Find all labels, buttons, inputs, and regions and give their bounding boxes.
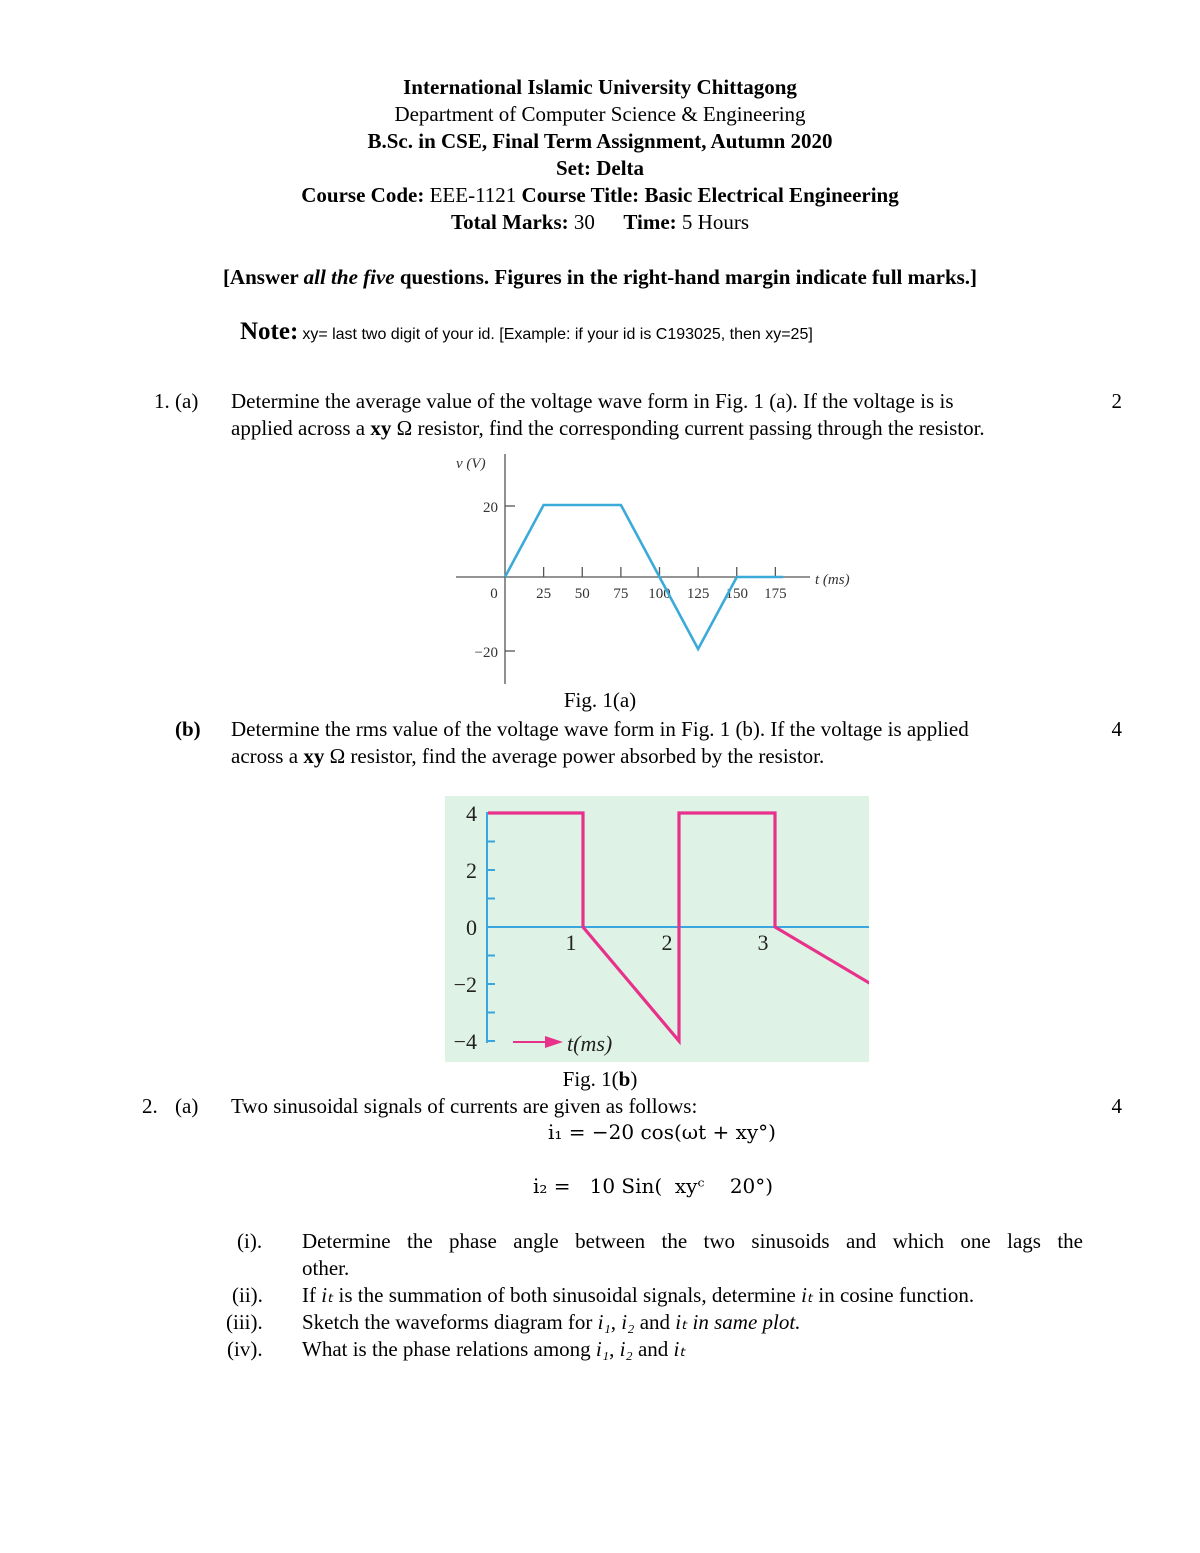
fig1b-ytick-label: 4: [466, 801, 477, 826]
fig1b-xtick-label: 1: [565, 930, 577, 955]
fig1a-xtick-label: 125: [686, 586, 710, 602]
fig1b-ytick-label: 2: [466, 858, 477, 883]
q2-item-iii-text: Sketch the waveforms diagram for i₁, i₂ and iₜ in same plot.: [302, 1310, 801, 1334]
q1b-text-line1: Determine the rms value of the voltage wave form in Fig. 1 (b). If the voltage is applied: [231, 717, 969, 741]
fig1a-ytick-20: 20: [483, 500, 498, 516]
course-code-label: Course Code:: [301, 183, 425, 207]
q2-item-ii-text: If iₜ is the summation of both sinusoidal signals, determine iₜ in cosine function.: [302, 1283, 975, 1307]
fig1a-chart: [440, 446, 880, 691]
note-text: xy= last two digit of your id. [Example: if your id is C193025, then xy=25]: [302, 326, 813, 343]
fig1b-ytick-label: −2: [453, 972, 477, 997]
time-label: Time:: [623, 210, 677, 234]
fig1b-xtick-label: 3: [757, 930, 769, 955]
department-name: Department of Computer Science & Engineering: [394, 102, 806, 126]
course-line: [0, 182, 1200, 209]
q1-number: 1.: [154, 389, 170, 413]
q2-item-iii-num: (iii).: [226, 1310, 263, 1334]
fig1a-xtick-label: 50: [574, 586, 590, 602]
q2-item-iv-num: (iv).: [227, 1337, 263, 1361]
university-name: International Islamic University Chittagong: [403, 75, 797, 99]
fig1b-caption: Fig. 1(b): [562, 1067, 638, 1091]
q1b-text-line2: across a xy Ω resistor, find the average power absorbed by the resistor.: [231, 744, 825, 768]
fig1a-x-ticks: [490, 567, 786, 602]
fig1b-ytick-label: 0: [466, 915, 477, 940]
fig1a-xtick-label: 150: [725, 586, 748, 602]
q1a-label: (a): [175, 389, 199, 413]
course-code: EEE-1121: [429, 183, 517, 207]
set-line: Set: Delta: [555, 156, 645, 180]
program-line: B.Sc. in CSE, Final Term Assignment, Autumn 2020: [367, 129, 833, 153]
q2-number: 2.: [142, 1094, 158, 1118]
fig1a-xtick-label: 0: [490, 586, 498, 602]
fig1a-caption: Fig. 1(a): [563, 688, 637, 712]
fig1a-xtick-label: 75: [613, 586, 629, 602]
q2a-label: (a): [175, 1094, 199, 1118]
q1b-label: (b): [175, 717, 201, 741]
equation-i2: i₂ = 10 Sin( xyᶜ 20°): [533, 1174, 774, 1198]
equation-i1: i₁ = −20 cos(ωt + xy°): [548, 1120, 776, 1144]
fig1a-xtick-label: 100: [648, 586, 671, 602]
q2a-marks: 4: [1111, 1094, 1122, 1118]
fig1b-ytick-label: −4: [453, 1029, 477, 1054]
fig1b-xtick-label: 2: [661, 930, 673, 955]
fig1b-chart: [445, 796, 869, 1062]
q1a-text-line1: Determine the average value of the voltage wave form in Fig. 1 (a). If the voltage is is: [231, 389, 954, 413]
q2-item-i-num: (i).: [237, 1229, 263, 1253]
fig1a-xlabel: t (ms): [815, 572, 850, 588]
q2-item-ii-num: (ii).: [232, 1283, 263, 1307]
fig1b-background: [445, 796, 869, 1062]
course-title-label: Course Title:: [521, 183, 640, 207]
total-marks-label: Total Marks:: [450, 210, 569, 234]
marks-time-line: [0, 209, 1200, 236]
q1a-text-line2: applied across a xy Ω resistor, find the corresponding current passing through the resistor.: [231, 416, 985, 440]
note: [240, 318, 813, 346]
time-value: 5 Hours: [681, 210, 750, 234]
fig1a-ylabel: v (V): [456, 456, 486, 472]
instructions: [Answer all the five questions. Figures in the right-hand margin indicate full marks.]: [222, 265, 978, 289]
course-title: Basic Electrical Engineering: [644, 183, 899, 207]
fig1a-ytick-neg20: −20: [474, 645, 498, 661]
fig1b-xlabel: t(ms): [567, 1031, 613, 1056]
q1b-marks: 4: [1111, 717, 1122, 741]
note-label: Note:: [240, 318, 299, 345]
total-marks: 30: [573, 210, 595, 234]
q1a-marks: 2: [1111, 389, 1122, 413]
q2a-text: Two sinusoidal signals of currents are given as follows:: [231, 1094, 698, 1118]
fig1a-xtick-label: 25: [536, 586, 552, 602]
fig1a-xtick-label: 175: [764, 586, 787, 602]
q2-item-iv-text: What is the phase relations among i₁, i₂ and iₜ: [302, 1337, 686, 1361]
instructions-emphasis: all the five: [303, 265, 395, 289]
q2-item-i-text2: other.: [302, 1256, 350, 1280]
q2-item-i-text: Determine the phase angle between the two sinusoids and which one lags the: [302, 1229, 1083, 1253]
